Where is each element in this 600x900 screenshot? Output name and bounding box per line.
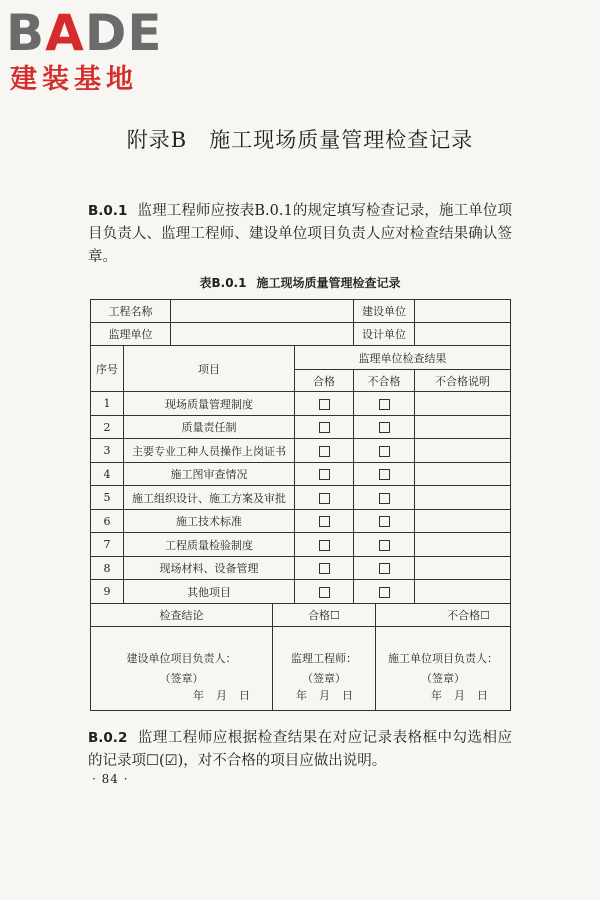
pass-cell — [295, 416, 354, 439]
pass-cell — [295, 533, 354, 557]
fail-note-cell — [415, 463, 511, 486]
fail-note-cell — [415, 533, 511, 557]
pass-cell — [295, 580, 354, 604]
pass-checkbox — [319, 563, 330, 574]
seal-label: （签章） — [159, 671, 204, 685]
pass-checkbox — [319, 422, 330, 433]
row-seq: 1 — [91, 392, 124, 416]
fail-checkbox — [379, 493, 390, 504]
signature-row — [91, 627, 511, 711]
table-row — [91, 510, 511, 533]
date-label: 年月日 — [431, 689, 501, 702]
pass-checkbox — [319, 516, 330, 527]
table-caption-title: 施工现场质量管理检查记录 — [256, 276, 401, 290]
table-row — [91, 580, 511, 604]
fail-header: 不合格 — [354, 370, 415, 392]
fail-cell — [354, 392, 415, 416]
pass-cell — [295, 557, 354, 580]
row-item: 现场材料、设备管理 — [124, 557, 295, 580]
signature-label: 施工单位项目负责人： — [388, 651, 499, 665]
quality-check-table — [90, 299, 511, 711]
clause-b02 — [88, 727, 512, 773]
row-item: 主要专业工种人员操作上岗证书 — [124, 439, 295, 463]
row-seq: 6 — [91, 510, 124, 533]
row-item: 施工图审查情况 — [124, 463, 295, 486]
fail-checkbox — [379, 446, 390, 457]
pass-cell — [295, 392, 354, 416]
pass-checkbox — [319, 399, 330, 410]
clause-b01 — [88, 200, 512, 269]
row-item: 工程质量检验制度 — [124, 533, 295, 557]
design-unit-value — [415, 323, 511, 346]
fail-note-cell — [415, 392, 511, 416]
fail-checkbox — [379, 422, 390, 433]
fail-checkbox — [379, 540, 390, 551]
table-caption — [0, 274, 600, 291]
fail-cell — [354, 463, 415, 486]
table-row — [91, 486, 511, 510]
supervision-unit-label: 监理单位 — [91, 323, 171, 346]
row-seq: 9 — [91, 580, 124, 604]
fail-cell — [354, 557, 415, 580]
conclusion-fail: 不合格☐ — [376, 604, 511, 627]
fail-checkbox — [379, 469, 390, 480]
page-number: · 84 · — [92, 772, 129, 786]
item-header: 项目 — [124, 346, 295, 392]
table-row — [91, 533, 511, 557]
seal-label: （签章） — [421, 671, 466, 685]
fail-cell — [354, 416, 415, 439]
fail-note-cell — [415, 580, 511, 604]
table-row — [91, 439, 511, 463]
table-row — [91, 557, 511, 580]
pass-cell — [295, 439, 354, 463]
table-caption-number: 表B.0.1 — [199, 276, 247, 290]
pass-checkbox — [319, 540, 330, 551]
pass-header: 合格 — [295, 370, 354, 392]
signature-label: 监理工程师： — [291, 651, 357, 665]
fail-cell — [354, 510, 415, 533]
table-row — [91, 463, 511, 486]
clause-number: B.0.1 — [88, 203, 128, 219]
row-seq: 8 — [91, 557, 124, 580]
project-name-label: 工程名称 — [91, 300, 171, 323]
row-item: 其他项目 — [124, 580, 295, 604]
fail-cell — [354, 486, 415, 510]
clause-text: 监理工程师应按表B.0.1的规定填写检查记录，施工单位项目负责人、监理工程师、建设单位项目负责人应对检查结果确认签章。 — [88, 203, 512, 265]
construction-unit-signature — [91, 627, 273, 711]
clause-text: 监理工程师应根据检查结果在对应记录表格框中勾选相应的记录项☐(☑)，对不合格的项目应做出说明。 — [88, 730, 512, 769]
signature-label: 建设单位项目负责人： — [126, 651, 237, 665]
seq-header: 序号 — [91, 346, 124, 392]
logo-subtitle: 建装基地 — [10, 64, 138, 95]
brand-logo — [6, 4, 176, 96]
fail-note-cell — [415, 416, 511, 439]
row-item: 质量责任制 — [124, 416, 295, 439]
pass-cell — [295, 486, 354, 510]
construction-unit-label: 建设单位 — [354, 300, 415, 323]
table-row — [91, 392, 511, 416]
row-item: 施工技术标准 — [124, 510, 295, 533]
fail-cell — [354, 439, 415, 463]
pass-checkbox — [319, 469, 330, 480]
logo-wordmark: BADE — [6, 4, 163, 62]
seal-label: （签章） — [302, 671, 346, 685]
row-seq: 5 — [91, 486, 124, 510]
row-seq: 4 — [91, 463, 124, 486]
date-label: 年月日 — [296, 689, 366, 702]
fail-checkbox — [379, 587, 390, 598]
row-item: 施工组织设计、施工方案及审批 — [124, 486, 295, 510]
fail-cell — [354, 580, 415, 604]
fail-note-cell — [415, 557, 511, 580]
contractor-signature — [376, 627, 511, 711]
appendix-heading: 附录B 施工现场质量管理检查记录 — [126, 128, 474, 152]
fail-note-header: 不合格说明 — [415, 370, 511, 392]
pass-cell — [295, 510, 354, 533]
pass-checkbox — [319, 493, 330, 504]
conclusion-label: 检查结论 — [91, 604, 273, 627]
pass-checkbox — [319, 446, 330, 457]
fail-note-cell — [415, 486, 511, 510]
conclusion-pass: 合格☐ — [273, 604, 376, 627]
fail-checkbox — [379, 399, 390, 410]
fail-checkbox — [379, 516, 390, 527]
date-label: 年月日 — [193, 689, 262, 702]
row-seq: 3 — [91, 439, 124, 463]
pass-checkbox — [319, 587, 330, 598]
construction-unit-value — [415, 300, 511, 323]
clause-number: B.0.2 — [88, 730, 128, 746]
fail-cell — [354, 533, 415, 557]
row-item: 现场质量管理制度 — [124, 392, 295, 416]
fail-note-cell — [415, 439, 511, 463]
supervision-engineer-signature — [273, 627, 376, 711]
row-seq: 2 — [91, 416, 124, 439]
conclusion-row — [91, 604, 511, 627]
fail-checkbox — [379, 563, 390, 574]
fail-note-cell — [415, 510, 511, 533]
design-unit-label: 设计单位 — [354, 323, 415, 346]
project-name-value — [171, 300, 354, 323]
supervision-unit-value — [171, 323, 354, 346]
table-row — [91, 416, 511, 439]
result-header: 监理单位检查结果 — [295, 346, 511, 370]
row-seq: 7 — [91, 533, 124, 557]
pass-cell — [295, 463, 354, 486]
